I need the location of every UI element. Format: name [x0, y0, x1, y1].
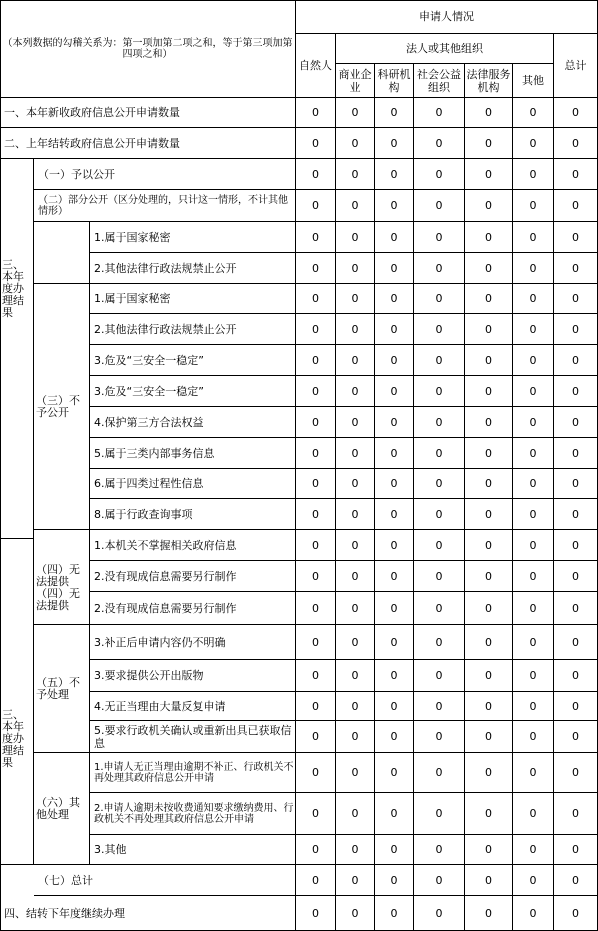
- value-cell: 0: [296, 530, 336, 561]
- value-cell: 0: [414, 660, 465, 692]
- value-cell: 0: [336, 865, 375, 896]
- value-cell: 0: [513, 314, 554, 345]
- value-cell: 0: [296, 190, 336, 222]
- value-cell: 0: [513, 253, 554, 284]
- row-label: （七）总计: [34, 865, 296, 896]
- value-cell: 0: [296, 592, 336, 625]
- value-cell: 0: [513, 98, 554, 128]
- value-cell: 0: [296, 793, 336, 835]
- row-label: 1.申请人无正当理由逾期不补正、行政机关不再处理其政府信息公开申请: [90, 753, 296, 793]
- row-label: 5.属于三类内部事务信息: [90, 438, 296, 469]
- value-cell: 0: [375, 793, 414, 835]
- value-cell: 0: [296, 469, 336, 499]
- row-label: 3.危及“三安全一稳定”: [90, 376, 296, 407]
- value-cell: 0: [375, 753, 414, 793]
- row-label: 3.要求提供公开出版物: [90, 660, 296, 692]
- value-cell: 0: [375, 314, 414, 345]
- value-cell: 0: [375, 190, 414, 222]
- value-cell: 0: [554, 314, 598, 345]
- value-cell: 0: [414, 793, 465, 835]
- value-cell: 0: [414, 692, 465, 721]
- value-cell: 0: [296, 835, 336, 865]
- value-cell: 0: [414, 438, 465, 469]
- value-cell: 0: [296, 159, 336, 190]
- value-cell: 0: [513, 530, 554, 561]
- value-cell: 0: [296, 753, 336, 793]
- value-cell: 0: [375, 530, 414, 561]
- applicant-info-header: 申请人情况: [296, 0, 598, 34]
- value-cell: 0: [465, 407, 513, 438]
- sub-header-research: 科研机构: [375, 64, 414, 98]
- value-cell: 0: [554, 753, 598, 793]
- value-cell: 0: [336, 561, 375, 592]
- value-cell: 0: [465, 896, 513, 931]
- no-disclose-group: （三）不予公开: [34, 284, 90, 530]
- value-cell: 0: [554, 128, 598, 159]
- value-cell: 0: [296, 865, 336, 896]
- value-cell: 0: [465, 625, 513, 660]
- value-cell: 0: [513, 407, 554, 438]
- value-cell: 0: [554, 469, 598, 499]
- value-cell: 0: [296, 98, 336, 128]
- value-cell: 0: [465, 128, 513, 159]
- value-cell: 0: [336, 530, 375, 561]
- value-cell: 0: [465, 284, 513, 314]
- row-label: 2.其他法律行政法规禁止公开: [90, 253, 296, 284]
- value-cell: 0: [336, 469, 375, 499]
- value-cell: 0: [375, 692, 414, 721]
- value-cell: 0: [296, 561, 336, 592]
- value-cell: 0: [554, 561, 598, 592]
- value-cell: 0: [554, 345, 598, 376]
- value-cell: 0: [296, 253, 336, 284]
- value-cell: 0: [513, 159, 554, 190]
- value-cell: 0: [336, 222, 375, 253]
- value-cell: 0: [375, 222, 414, 253]
- row-label: 2.申请人逾期未按收费通知要求缴纳费用、行政机关不再处理其政府信息公开申请: [90, 793, 296, 835]
- value-cell: 0: [375, 407, 414, 438]
- value-cell: 0: [513, 753, 554, 793]
- row-label: 1.属于国家秘密: [90, 222, 296, 253]
- sub-header-legal-service: 法律服务机构: [465, 64, 513, 98]
- value-cell: 0: [513, 438, 554, 469]
- value-cell: 0: [513, 835, 554, 865]
- value-cell: 0: [414, 896, 465, 931]
- value-cell: 0: [414, 345, 465, 376]
- cannot-provide-group: （四）无法提供 （四）无法提供: [34, 530, 90, 625]
- value-cell: 0: [414, 159, 465, 190]
- value-cell: 0: [336, 592, 375, 625]
- value-cell: 0: [375, 469, 414, 499]
- value-cell: 0: [554, 793, 598, 835]
- value-cell: 0: [513, 222, 554, 253]
- value-cell: 0: [336, 128, 375, 159]
- value-cell: 0: [465, 376, 513, 407]
- not-handle-group: （五）不予处理: [34, 625, 90, 753]
- row-label: 4.保护第三方合法权益: [90, 407, 296, 438]
- value-cell: 0: [513, 865, 554, 896]
- value-cell: 0: [336, 835, 375, 865]
- section3-label-a: 三、本年度办理结果: [0, 159, 34, 539]
- value-cell: 0: [465, 190, 513, 222]
- value-cell: 0: [414, 253, 465, 284]
- value-cell: 0: [554, 896, 598, 931]
- value-cell: 0: [513, 284, 554, 314]
- value-cell: 0: [414, 561, 465, 592]
- value-cell: 0: [414, 469, 465, 499]
- value-cell: 0: [296, 222, 336, 253]
- value-cell: 0: [414, 592, 465, 625]
- value-cell: 0: [375, 499, 414, 530]
- value-cell: 0: [554, 721, 598, 753]
- value-cell: 0: [336, 314, 375, 345]
- value-cell: 0: [465, 222, 513, 253]
- value-cell: 0: [414, 128, 465, 159]
- value-cell: 0: [336, 376, 375, 407]
- value-cell: 0: [513, 625, 554, 660]
- note-cell: [0, 0, 296, 98]
- value-cell: 0: [465, 561, 513, 592]
- value-cell: 0: [465, 98, 513, 128]
- value-cell: 0: [465, 253, 513, 284]
- value-cell: 0: [465, 753, 513, 793]
- value-cell: 0: [414, 753, 465, 793]
- value-cell: 0: [375, 592, 414, 625]
- value-cell: 0: [554, 692, 598, 721]
- value-cell: 0: [465, 721, 513, 753]
- value-cell: 0: [336, 159, 375, 190]
- value-cell: 0: [554, 660, 598, 692]
- value-cell: 0: [414, 865, 465, 896]
- sub-header-other: 其他: [513, 64, 554, 98]
- value-cell: 0: [296, 438, 336, 469]
- value-cell: 0: [414, 222, 465, 253]
- value-cell: 0: [336, 721, 375, 753]
- value-cell: 0: [554, 865, 598, 896]
- value-cell: 0: [465, 793, 513, 835]
- value-cell: 0: [296, 896, 336, 931]
- row-label: 1.属于国家秘密: [90, 284, 296, 314]
- row-label: 4.无正当理由大量反复申请: [90, 692, 296, 721]
- value-cell: 0: [414, 284, 465, 314]
- value-cell: 0: [296, 128, 336, 159]
- value-cell: 0: [375, 159, 414, 190]
- value-cell: 0: [296, 407, 336, 438]
- sub-header-business: 商业企业: [336, 64, 375, 98]
- value-cell: 0: [296, 345, 336, 376]
- value-cell: 0: [414, 314, 465, 345]
- row-label: 2.没有现成信息需要另行制作: [90, 592, 296, 625]
- value-cell: 0: [375, 561, 414, 592]
- value-cell: 0: [465, 438, 513, 469]
- note-text: （本列数据的勾稽关系为：第一项加第二项之和，等于第三项加第四项之和）: [2, 37, 293, 60]
- value-cell: 0: [414, 376, 465, 407]
- value-cell: 0: [513, 592, 554, 625]
- value-cell: 0: [296, 625, 336, 660]
- value-cell: 0: [296, 499, 336, 530]
- value-cell: 0: [336, 438, 375, 469]
- row-label: 二、上年结转政府信息公开申请数量: [0, 128, 296, 159]
- value-cell: 0: [465, 692, 513, 721]
- total-header: 总计: [554, 34, 598, 98]
- value-cell: 0: [513, 345, 554, 376]
- value-cell: 0: [513, 499, 554, 530]
- value-cell: 0: [465, 345, 513, 376]
- value-cell: 0: [554, 376, 598, 407]
- value-cell: 0: [554, 625, 598, 660]
- value-cell: 0: [296, 284, 336, 314]
- value-cell: 0: [336, 499, 375, 530]
- value-cell: 0: [554, 835, 598, 865]
- value-cell: 0: [336, 407, 375, 438]
- value-cell: 0: [513, 190, 554, 222]
- value-cell: 0: [414, 721, 465, 753]
- partial-disclose-blank: [34, 222, 90, 284]
- value-cell: 0: [336, 692, 375, 721]
- value-cell: 0: [296, 314, 336, 345]
- value-cell: 0: [414, 190, 465, 222]
- value-cell: 0: [554, 222, 598, 253]
- value-cell: 0: [296, 692, 336, 721]
- value-cell: 0: [414, 98, 465, 128]
- value-cell: 0: [375, 865, 414, 896]
- row-label: 6.属于四类过程性信息: [90, 469, 296, 499]
- value-cell: 0: [336, 253, 375, 284]
- value-cell: 0: [554, 407, 598, 438]
- value-cell: 0: [414, 530, 465, 561]
- value-cell: 0: [336, 98, 375, 128]
- value-cell: 0: [375, 284, 414, 314]
- value-cell: 0: [513, 376, 554, 407]
- value-cell: 0: [414, 625, 465, 660]
- value-cell: 0: [554, 190, 598, 222]
- sub-header-public-welfare: 社会公益组织: [414, 64, 465, 98]
- value-cell: 0: [513, 692, 554, 721]
- value-cell: 0: [465, 314, 513, 345]
- row-label: 1.本机关不掌握相关政府信息: [90, 530, 296, 561]
- legal-org-header: 法人或其他组织: [336, 34, 554, 64]
- value-cell: 0: [414, 407, 465, 438]
- value-cell: 0: [554, 98, 598, 128]
- row-label: 2.没有现成信息需要另行制作: [90, 561, 296, 592]
- value-cell: 0: [375, 376, 414, 407]
- value-cell: 0: [465, 865, 513, 896]
- value-cell: 0: [554, 253, 598, 284]
- value-cell: 0: [465, 835, 513, 865]
- row-label: 四、结转下年度继续办理: [0, 896, 296, 931]
- value-cell: 0: [296, 660, 336, 692]
- value-cell: 0: [336, 190, 375, 222]
- value-cell: 0: [375, 835, 414, 865]
- value-cell: 0: [336, 896, 375, 931]
- value-cell: 0: [513, 793, 554, 835]
- value-cell: 0: [465, 499, 513, 530]
- row-label: 2.其他法律行政法规禁止公开: [90, 314, 296, 345]
- value-cell: 0: [554, 499, 598, 530]
- value-cell: 0: [375, 253, 414, 284]
- value-cell: 0: [414, 835, 465, 865]
- row-label: （二）部分公开（区分处理的，只计这一情形，不计其他情形）: [34, 190, 296, 222]
- value-cell: 0: [336, 753, 375, 793]
- value-cell: 0: [375, 625, 414, 660]
- value-cell: 0: [513, 469, 554, 499]
- value-cell: 0: [414, 499, 465, 530]
- value-cell: 0: [336, 793, 375, 835]
- value-cell: 0: [336, 660, 375, 692]
- value-cell: 0: [465, 530, 513, 561]
- value-cell: 0: [296, 721, 336, 753]
- value-cell: 0: [465, 592, 513, 625]
- other-handle-group: （六）其他处理: [34, 753, 90, 865]
- value-cell: 0: [513, 896, 554, 931]
- row-label: 5.要求行政机关确认或重新出具已获取信息: [90, 721, 296, 753]
- value-cell: 0: [336, 625, 375, 660]
- value-cell: 0: [554, 284, 598, 314]
- value-cell: 0: [336, 345, 375, 376]
- value-cell: 0: [554, 530, 598, 561]
- value-cell: 0: [554, 592, 598, 625]
- value-cell: 0: [375, 345, 414, 376]
- value-cell: 0: [554, 159, 598, 190]
- natural-person-header: 自然人: [296, 34, 336, 98]
- value-cell: 0: [513, 721, 554, 753]
- value-cell: 0: [296, 376, 336, 407]
- row-label: 3.补正后申请内容仍不明确: [90, 625, 296, 660]
- value-cell: 0: [336, 284, 375, 314]
- value-cell: 0: [375, 660, 414, 692]
- value-cell: 0: [375, 896, 414, 931]
- row-label: 一、本年新收政府信息公开申请数量: [0, 98, 296, 128]
- value-cell: 0: [513, 128, 554, 159]
- value-cell: 0: [375, 438, 414, 469]
- value-cell: 0: [465, 660, 513, 692]
- value-cell: 0: [513, 660, 554, 692]
- value-cell: 0: [375, 98, 414, 128]
- row-label: 3.其他: [90, 835, 296, 865]
- value-cell: 0: [465, 469, 513, 499]
- row-label: 8.属于行政查询事项: [90, 499, 296, 530]
- value-cell: 0: [513, 561, 554, 592]
- value-cell: 0: [465, 159, 513, 190]
- row-label: （一）予以公开: [34, 159, 296, 190]
- value-cell: 0: [554, 438, 598, 469]
- value-cell: 0: [375, 128, 414, 159]
- row-label: 3.危及“三安全一稳定”: [90, 345, 296, 376]
- section3-label-b: 三、本年度办理结果: [0, 539, 34, 865]
- value-cell: 0: [375, 721, 414, 753]
